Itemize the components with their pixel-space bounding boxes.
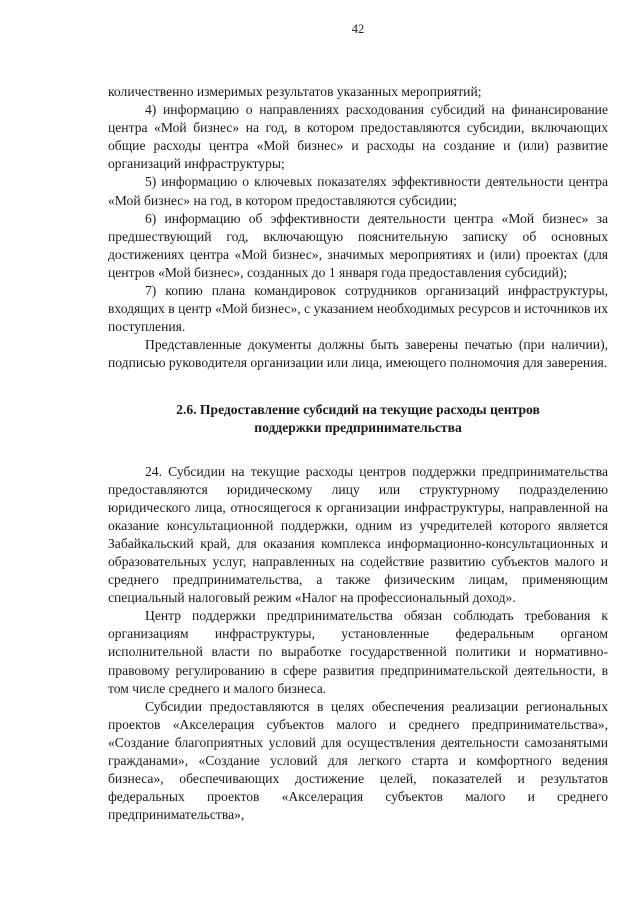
section-heading-line-1: 2.6. Предоставление субсидий на текущие расходы центров (176, 401, 540, 417)
paragraph-continuation: количественно измеримых результатов указанных мероприятий; (108, 84, 482, 99)
paragraph-requirements: Центр поддержки предпринимательства обязан соблюдать требования к организациям инфраструктуры, установленные федеральным органом исполнительной власти по выработке государственной политики и нормативно-правовому регулированию в сфере развития предпринимательской деятельности, в том числе среднего и малого бизнеса. (108, 608, 608, 696)
page-number: 42 (351, 22, 365, 36)
paragraph-certification: Представленные документы должны быть заверены печатью (при наличии), подписью руководителя организации или лица, имеющего полномочия для заверения. (108, 337, 608, 371)
list-item-4: 4) информацию о направлениях расходования субсидий на финансирование центра «Мой бизнес» на год, в котором предоставляются субсидии, включающих общие расходы центра «Мой бизнес» и расходы на создание и (или) развитие организаций инфраструктуры; (108, 102, 608, 172)
section-heading (108, 401, 608, 437)
list-item-7: 7) копию плана командировок сотрудников организаций инфраструктуры, входящих в центр «Мой бизнес», с указанием необходимых ресурсов и источников их поступления. (108, 283, 608, 335)
section-heading-line-2: поддержки предпринимательства (254, 419, 462, 435)
list-item-5: 5) информацию о ключевых показателях эффективности деятельности центра «Мой бизнес» на год, в котором предоставляются субсидии; (108, 174, 608, 208)
list-item-6: 6) информацию об эффективности деятельности центра «Мой бизнес» за предшествующий год, включающую пояснительную записку об основных достижениях центра «Мой бизнес», значимых мероприятиях и (или) проектах (для центров «Мой бизнес», созданных до 1 января года предоставления субсидий); (108, 210, 608, 280)
paragraph-purpose: Субсидии предоставляются в целях обеспечения реализации региональных проектов «Акселерация субъектов малого и среднего предпринимательства», «Создание благоприятных условий для осуществления деятельности самозанятыми гражданами», «Создание условий для легкого старта и комфортного ведения бизнеса», обеспечивающих достижение целей, показателей и результатов федеральных проектов «Акселерация субъектов малого и среднего предпринимательства», (108, 698, 608, 823)
paragraph-24: 24. Субсидии на текущие расходы центров поддержки предпринимательства предоставляются юридическому лицу или структурному подразделению юридического лица, относящегося к организации инфраструктуры, направленной на оказание консультационной поддержки, одним из учредителей которого является Забайкальский край, для оказания комплекса информационно-консультационных и образовательных услуг, направленных на содействие развитию субъектов малого и среднего предпринимательства, а также физическим лицам, применяющим специальный налоговый режим «Налог на профессиональный доход». (108, 463, 608, 606)
document-body (108, 83, 608, 824)
